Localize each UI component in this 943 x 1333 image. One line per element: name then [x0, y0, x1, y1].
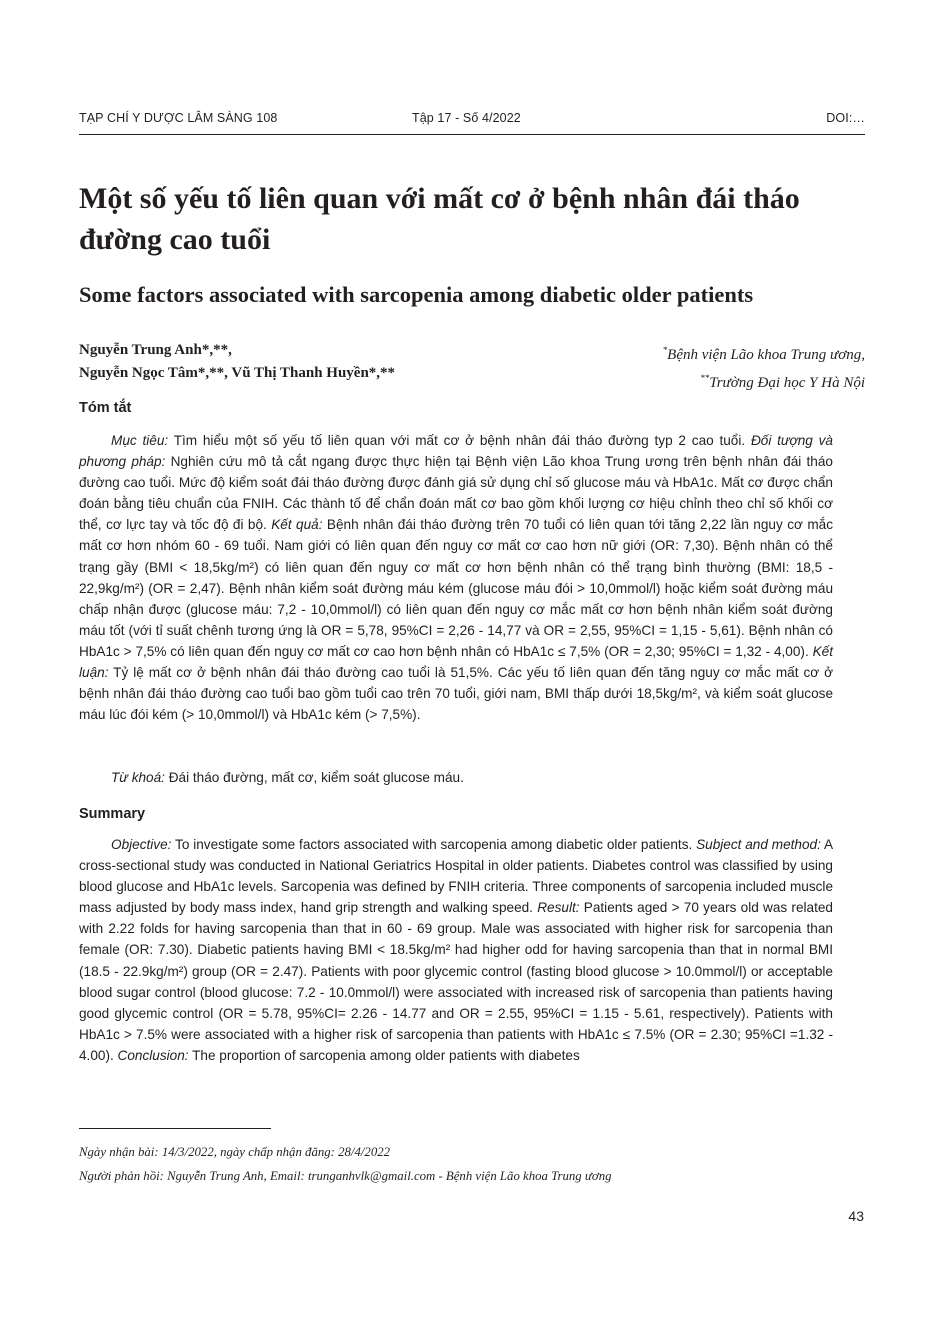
- footnote-correspondence: Người phản hồi: Nguyễn Trung Anh, Email: trunganhvlk@gmail.com - Bệnh viện Lão khoa Trung ương: [79, 1169, 612, 1183]
- running-header: [79, 111, 865, 129]
- affiliation-1: [663, 339, 865, 367]
- affiliations: [663, 339, 865, 395]
- abstract-heading-english: Summary: [79, 806, 146, 822]
- conclusion-label-en: Conclusion:: [117, 1047, 189, 1063]
- affiliation-2-text: Trường Đại học Y Hà Nội: [709, 375, 865, 391]
- conclusion-label: Kết luận:: [79, 643, 833, 681]
- objective-text-en: To investigate some factors associated with sarcopenia among diabetic older patients.: [171, 837, 697, 852]
- affiliation-mark-2: **: [700, 373, 710, 383]
- author-line-2: Nguyễn Ngọc Tâm*,**, Vũ Thị Thanh Huyền*,**: [79, 365, 396, 381]
- header-rule: [79, 134, 865, 135]
- objective-label-en: Objective:: [111, 837, 172, 852]
- footnote-dates: Ngày nhận bài: 14/3/2022, ngày chấp nhận đăng: 28/4/2022: [79, 1145, 391, 1159]
- doi-link[interactable]: DOI:…: [826, 111, 865, 125]
- method-text: Nghiên cứu mô tả cắt ngang được thực hiện tại Bệnh viện Lão khoa Trung ương trên bệnh nhân đái tháo đường cao tuổi. Mức độ kiểm soát đái tháo đường được đánh giá sử dụng chỉ số glucose máu và HbA1c. Mất cơ được chẩn đoán bằng tiêu chuẩn của FNIH. Các thành tố để chẩn đoán mất cơ bao gồm khối lượng cơ hiệu chỉnh theo chỉ số khối cơ thể, cơ lực tay và tốc độ đi bộ.: [79, 454, 833, 533]
- conclusion-text: Tỷ lệ mất cơ ở bệnh nhân đái tháo đường cao tuổi là 51,5%. Các yếu tố liên quan đến tăng nguy cơ mắc mất cơ ở bệnh nhân đái tháo đường cao tuổi bao gồm tuổi cao trên 70 tuổi, giới nam, BMI thấp dưới 18,5kg/m², và kiểm soát glucose máu lúc đói kém (> 10,0mmol/l) và HbA1c kém (> 7,5%).: [79, 665, 833, 723]
- result-text-en: Patients aged > 70 years old was related with 2.22 folds for having sarcopenia than that in 60 - 69 group. Male was associated with higher risk for sarcopenia than female (OR: 7.30). Diabetic patients having BMI < 18.5kg/m² had higher odd for having sarcopenia than that in normal BMI (18.5 - 22.9kg/m²) group (OR = 2.47). Patients with poor glycemic control (fasting blood glucose > 10.0mmol/l) or acceptable blood sugar control (blood glucose: 7.2 - 10.0mmol/l) were associated with increased risk of sarcopenia than patients having good glycemic control (OR = 5.78, 95%CI= 2.26 - 14.77 and OR = 2.55, 95%CI = 1.15 - 5.61, respectively). Patients with HbA1c > 7.5% were associated with a higher risk of sarcopenia than patients with HbA1c ≤ 7.5% (OR = 2.30; 95%CI =1.32 - 4.00).: [79, 900, 833, 1063]
- keywords-vietnamese: [79, 767, 833, 788]
- result-label: Kết quả:: [271, 517, 323, 533]
- journal-name: TẠP CHÍ Y DƯỢC LÂM SÀNG 108: [79, 111, 278, 125]
- objective-label: Mục tiêu:: [111, 433, 169, 448]
- abstract-english: [79, 834, 833, 1066]
- article-title-english: Some factors associated with sarcopenia among diabetic older patients: [79, 282, 754, 307]
- keywords-label: Từ khoá:: [111, 770, 165, 785]
- objective-text: Tìm hiểu một số yếu tố liên quan với mất cơ ở bệnh nhân đái tháo đường typ 2 cao tuổi.: [168, 433, 751, 448]
- abstract-heading-vietnamese: Tóm tắt: [79, 400, 132, 416]
- abstract-vietnamese: [79, 430, 833, 725]
- affiliation-1-text: Bệnh viện Lão khoa Trung ương,: [667, 347, 865, 363]
- keywords-text: Đái tháo đường, mất cơ, kiểm soát glucose máu.: [164, 770, 464, 785]
- volume-issue: Tập 17 - Số 4/2022: [412, 111, 521, 125]
- result-label-en: Result:: [537, 900, 580, 916]
- author-line-1: Nguyễn Trung Anh*,**,: [79, 342, 232, 358]
- result-text: Bệnh nhân đái tháo đường trên 70 tuổi có liên quan tới tăng 2,22 lần nguy cơ mắc mất cơ hơn nhóm 60 - 69 tuổi. Nam giới có liên quan đến nguy cơ mất cơ cao hơn nữ giới (OR: 7,30). Bệnh nhân có thể trạng gầy (BMI < 18,5kg/m²) có liên quan đến nguy cơ mất cơ hơn bệnh nhân có thể trạng bình thường (BMI: 18,5 - 22,9kg/m²) (OR = 2,47). Bệnh nhân kiểm soát đường máu kém (glucose máu đói > 10,0mmol/l) hoặc kiểm soát đường máu chấp nhận được (glucose máu: 7,2 - 10,0mmol/l) có liên quan đến nguy cơ mắc mất cơ hơn bệnh nhân kiểm soát đường máu tốt (với tỉ suất chênh tương ứng là OR = 5,78, 95%CI = 2,26 - 14,77 và OR = 2,55, 95%CI = 1,15 - 5,61). Bệnh nhân có HbA1c > 7,5% có liên quan đến nguy cơ mất cơ cao hơn bệnh nhân có HbA1c ≤ 7,5% (OR = 2,30; 95%CI = 1,32 - 4,00).: [79, 517, 833, 659]
- method-label-en: Subject and method:: [696, 837, 821, 852]
- conclusion-text-en: The proportion of sarcopenia among older patients with diabetes: [188, 1047, 580, 1063]
- method-text-en: A cross-sectional study was conducted in National Geriatrics Hospital in older patients. Diabetes control was classified by using blood glucose and HbA1c levels. Sarcopenia was defined by FNIH criteria. Three components of sarcopenia included muscle mass adjusted by body mass index, hand grip strength and walking speed.: [79, 837, 834, 916]
- article-title-vietnamese: Một số yếu tố liên quan với mất cơ ở bệnh nhân đái tháo đường cao tuổi: [79, 182, 800, 256]
- footnote-rule: [79, 1128, 271, 1129]
- author-list: [79, 339, 395, 385]
- method-label: Đối tượng và phương pháp:: [79, 433, 833, 470]
- affiliation-mark-1: *: [662, 345, 668, 355]
- page-number: 43: [848, 1208, 864, 1224]
- affiliation-2: [663, 367, 865, 395]
